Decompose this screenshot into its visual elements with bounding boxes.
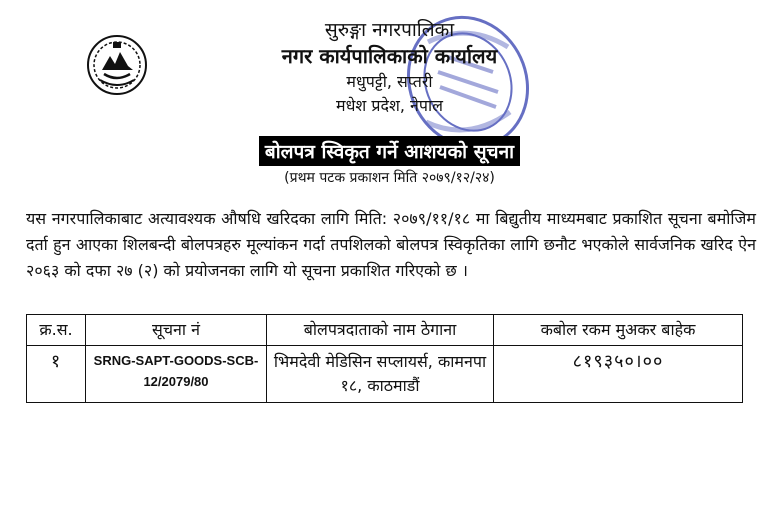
cell-amount: ८१९३५०।०० <box>494 346 743 403</box>
notice-title: बोलपत्र स्विकृत गर्ने आशयको सूचना <box>259 136 520 166</box>
award-table <box>26 314 743 403</box>
col-header-notice-no: सूचना नं <box>86 315 267 346</box>
cell-sn: १ <box>27 346 86 403</box>
col-header-bidder: बोलपत्रदाताको नाम ठेगाना <box>267 315 494 346</box>
address-line-1: मधुपट्टी, सप्तरी <box>346 72 433 91</box>
publication-date-note: (प्रथम पटक प्रकाशन मिति २०७९/१२/२४) <box>284 170 495 186</box>
office-name: नगर कार्यपालिकाको कार्यालय <box>281 44 498 68</box>
cell-bidder: भिमदेवी मेडिसिन सप्लायर्स, कामनपा १८, काठमाडौं <box>267 346 494 403</box>
cell-notice-no: SRNG-SAPT-GOODS-SCB-12/2079/80 <box>86 346 267 403</box>
table-header-row <box>27 315 743 346</box>
address-line-2: मधेश प्रदेश, नेपाल <box>336 96 443 115</box>
table-row <box>27 346 743 403</box>
notice-body-text: यस नगरपालिकाबाट अत्यावश्यक औषधि खरिदका लागि मिति: २०७९/११/१८ मा बिद्युतीय माध्यमबाट प्रकाशित सूचना बमोजिम दर्ता हुन आएका शिलबन्दी बोलपत्रहरु मूल्यांकन गर्दा तपशिलको बोलपत्र स्विकृतिका लागि छनौट भएकोले सार्वजनिक खरिद ऐन २०६३ को दफा २७ (२) को प्रयोजनका लागि यो सूचना प्रकाशित गरिएको छ । <box>26 209 756 280</box>
col-header-amount: कबोल रकम मुअकर बाहेक <box>494 315 743 346</box>
col-header-sn: क्र.स. <box>27 315 86 346</box>
municipality-name: सुरुङ्गा नगरपालिका <box>324 19 455 41</box>
